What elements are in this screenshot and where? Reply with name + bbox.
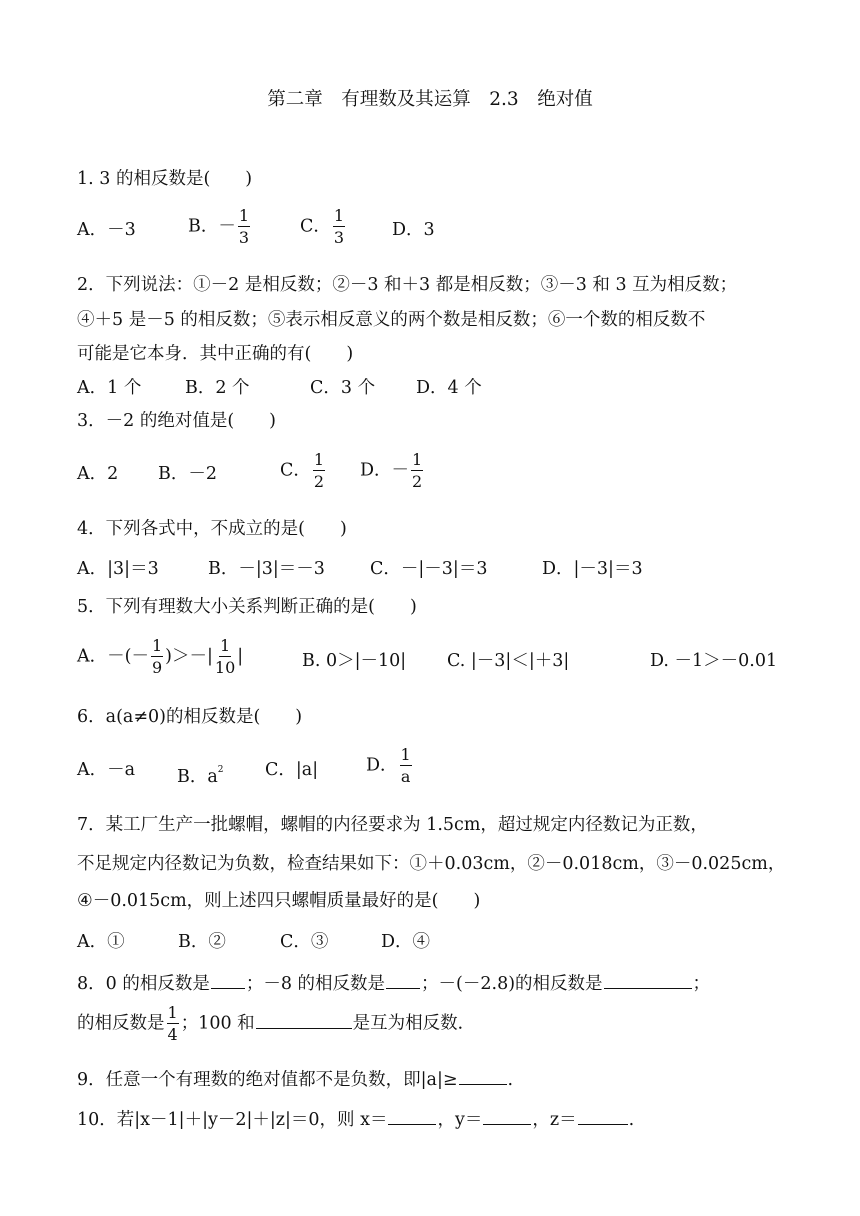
q4-option-b: B．－|3|＝－3 — [208, 559, 325, 579]
q6-option-b-exponent: 2 — [217, 765, 224, 775]
q3-option-d — [360, 451, 425, 491]
q9-text-1: 9．任意一个有理数的绝对值都不是负数，即|a|≥ — [77, 1070, 458, 1090]
q6-option-d — [366, 746, 414, 786]
fraction: $\frac{1}{3}$ — [333, 206, 345, 247]
q1-option-c — [300, 207, 347, 247]
q5-option-c: C. |－3|＜|＋3| — [447, 651, 570, 671]
q3-option-a: A．2 — [77, 464, 119, 484]
q8-text-3: ；－(－2.8)的相反数是 — [421, 974, 603, 994]
q6-option-a: A．－a — [77, 760, 136, 780]
fraction: $\frac{1}{a}$ — [400, 745, 411, 786]
q8-text-7: 是互为相反数． — [352, 1013, 476, 1034]
q7-option-b: B．② — [178, 932, 226, 952]
question-10 — [77, 1106, 634, 1132]
q8-text-6: ；100 和 — [180, 1013, 255, 1034]
q6-option-b-prefix: B．a — [177, 767, 218, 787]
q9-text-2: . — [507, 1070, 514, 1090]
answer-blank[interactable] — [483, 1106, 531, 1125]
q8-text-1: 8．0 的相反数是 — [77, 974, 210, 994]
question-7-line-1: 7．某工厂生产一批螺帽，螺帽的内径要求为 1.5cm，超过规定内径数记为正数， — [77, 815, 708, 835]
question-7-line-3: ④－0.015cm，则上述四只螺帽质量最好的是( ) — [77, 891, 481, 911]
q8-text-2: ；－8 的相反数是 — [245, 974, 386, 994]
q1-option-c-prefix: C． — [300, 216, 331, 237]
q7-option-c: C．③ — [280, 932, 329, 952]
q5-option-a-suffix: | — [237, 646, 244, 667]
question-6-stem: 6．a(a≠0)的相反数是( ) — [77, 707, 303, 727]
question-2-line-1: 2．下列说法：①－2 是相反数；②－3 和＋3 都是相反数；③－3 和 3 互为相反数； — [77, 275, 738, 295]
fraction: $\frac{1}{2}$ — [313, 450, 325, 491]
q2-option-b: B．2 个 — [185, 378, 250, 398]
q1-option-b-prefix: B．－ — [188, 216, 236, 237]
q6-option-d-prefix: D． — [366, 755, 398, 776]
q3-option-c-prefix: C． — [280, 460, 311, 481]
q6-option-c: C．|a| — [265, 760, 319, 780]
question-8-line-1 — [77, 970, 710, 996]
q4-option-c: C．－|－3|＝3 — [370, 559, 488, 579]
q1-option-b — [188, 207, 252, 247]
answer-blank[interactable] — [386, 970, 420, 989]
q4-option-d: D．|－3|＝3 — [542, 559, 643, 579]
q1-option-d: D．3 — [392, 220, 435, 240]
question-2-line-2: ④＋5 是－5 的相反数；⑤表示相反意义的两个数是相反数；⑥一个数的相反数不 — [77, 310, 706, 330]
q3-option-b: B．－2 — [158, 464, 217, 484]
q10-text-1: 10．若|x－1|＋|y－2|＋|z|＝0，则 x＝ — [77, 1110, 388, 1130]
fraction: $\frac{1}{2}$ — [412, 450, 423, 491]
q2-option-a: A．1 个 — [77, 378, 142, 398]
q10-text-3: ，z＝ — [532, 1110, 577, 1130]
q7-option-a: A．① — [77, 932, 125, 952]
q10-text-2: ，y＝ — [437, 1110, 483, 1130]
q5-option-b: B. 0＞|－10| — [302, 651, 407, 671]
question-8-line-2 — [77, 1004, 475, 1044]
question-9 — [77, 1066, 513, 1092]
question-4-stem: 4．下列各式中，不成立的是( ) — [77, 519, 347, 539]
page-title: 第二章 有理数及其运算 2.3 绝对值 — [267, 89, 593, 110]
question-7-line-2: 不足规定内径数记为负数，检查结果如下：①＋0.03cm，②－0.018cm，③－0.025cm， — [77, 854, 786, 874]
q1-option-a: A．－3 — [77, 220, 136, 240]
q6-option-b — [177, 758, 224, 789]
q5-option-a-prefix: A．－(－ — [77, 646, 149, 667]
question-2-line-3: 可能是它本身．其中正确的有( ) — [77, 344, 354, 364]
question-5-stem: 5．下列有理数大小关系判断正确的是( ) — [77, 597, 417, 617]
q5-option-a-mid: )＞－| — [165, 646, 213, 667]
q3-option-d-prefix: D．－ — [360, 460, 410, 481]
question-3-stem: 3．－2 的绝对值是( ) — [77, 411, 276, 431]
q7-option-d: D．④ — [381, 932, 431, 952]
q10-text-4: . — [628, 1110, 635, 1130]
q2-option-c: C．3 个 — [310, 378, 376, 398]
q2-option-d: D．4 个 — [416, 378, 482, 398]
answer-blank[interactable] — [388, 1106, 436, 1125]
q4-option-a: A．|3|＝3 — [77, 559, 159, 579]
q5-option-d: D. －1＞－0.01 — [650, 651, 778, 671]
q5-option-a — [77, 637, 243, 677]
answer-blank[interactable] — [578, 1106, 628, 1125]
answer-blank[interactable] — [459, 1066, 507, 1085]
answer-blank[interactable] — [604, 970, 692, 989]
answer-blank[interactable] — [211, 970, 245, 989]
fraction: $\frac{1}{3}$ — [238, 206, 250, 247]
q8-text-4: ； — [692, 974, 711, 994]
fraction: $\frac{1}{9}$ — [151, 636, 163, 677]
question-1-stem: 1. 3 的相反数是( ) — [77, 169, 253, 189]
fraction: $\frac{1}{10}$ — [214, 636, 236, 677]
fraction: $\frac{1}{4}$ — [167, 1003, 178, 1044]
answer-blank[interactable] — [256, 1010, 352, 1029]
q3-option-c — [280, 451, 327, 491]
q8-text-5: 的相反数是 — [77, 1013, 165, 1034]
